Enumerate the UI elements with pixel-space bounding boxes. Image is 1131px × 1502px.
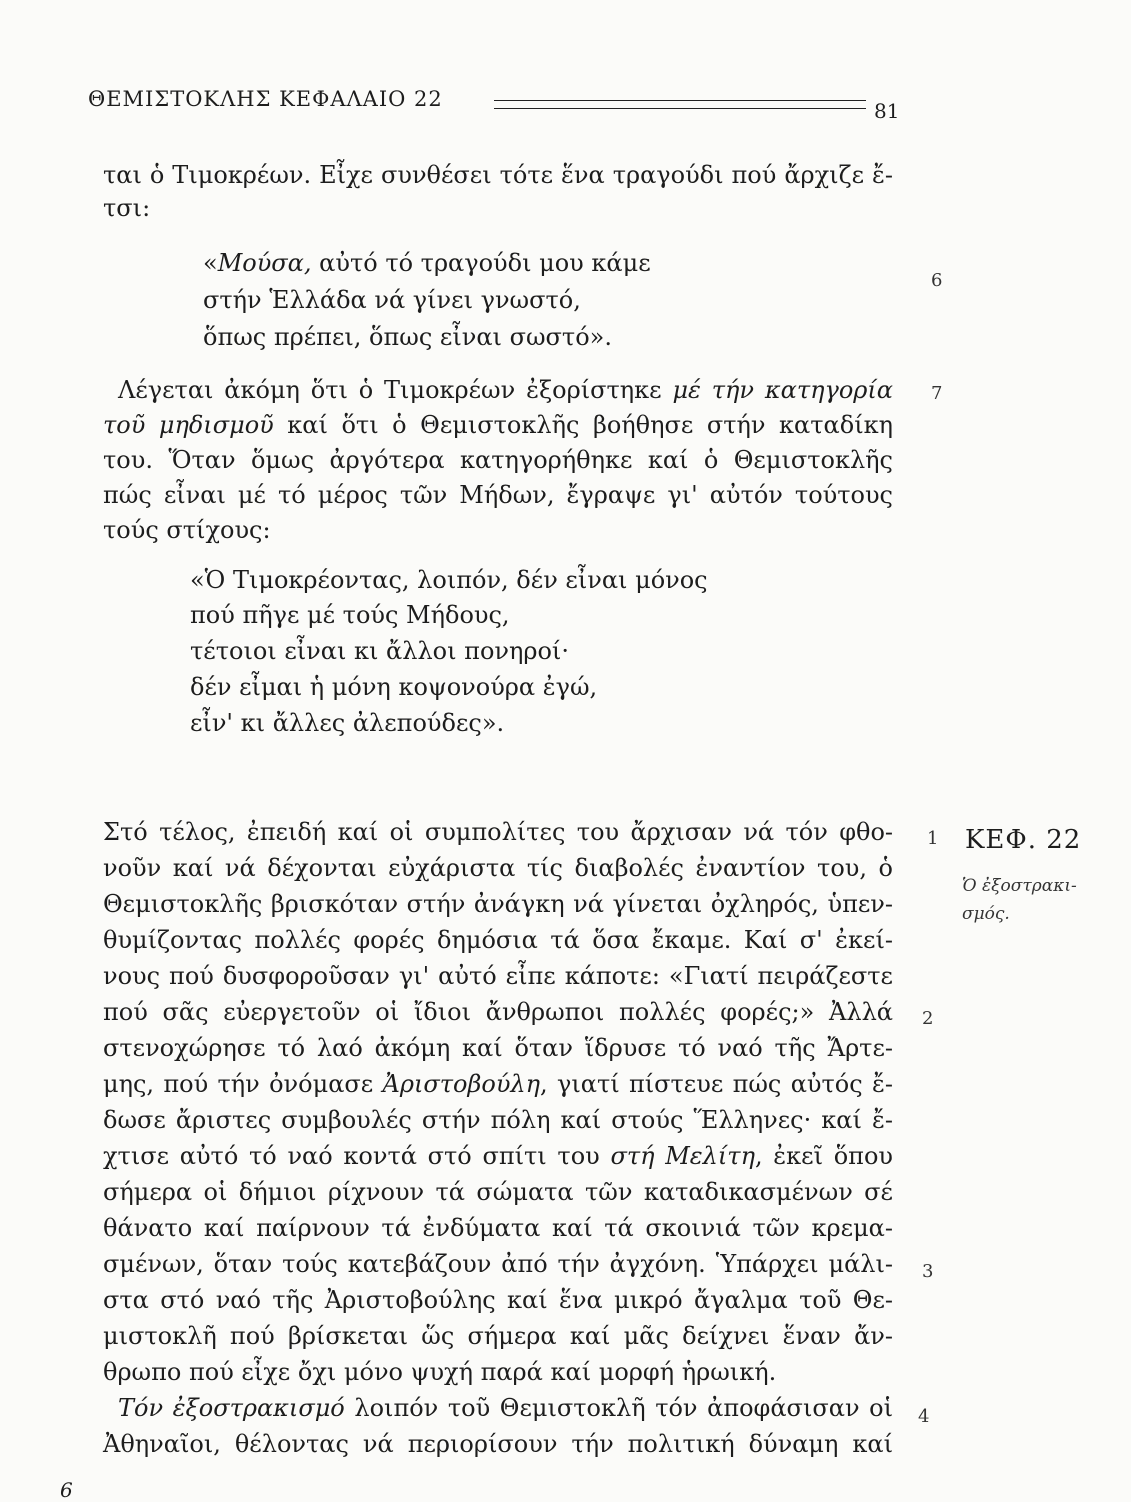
body-italic: τοῦ μηδισμοῦ: [103, 411, 274, 439]
body-line: νους πού δυσφοροῦσαν γι' αὐτό εἶπε κάποτε: «Γιατί πειράζεστε: [103, 962, 893, 990]
page-number: 81: [874, 99, 900, 123]
body-line: πώς εἶναι μέ τό μέρος τῶν Μήδων, ἔγραψε γι' αὐτόν τούτους: [103, 481, 893, 509]
verse-line: ὅπως πρέπει, ὅπως εἶναι σωστό».: [203, 323, 612, 351]
margin-number: 4: [918, 1406, 930, 1427]
body-line: του. Ὅταν ὅμως ἀργότερα κατηγορήθηκε καί ὁ Θεμιστοκλῆς: [103, 446, 893, 474]
body-line: ται ὁ Τιμοκρέων. Εἶχε συνθέσει τότε ἕνα τραγούδι πού ἄρχιζε ἔ-: [103, 161, 893, 189]
body-text: , γιατί πίστευε πώς αὐτός ἔ-: [540, 1070, 893, 1098]
body-line: θρωπο πού εἶχε ὄχι μόνο ψυχή παρά καί μορφή ἡρωική.: [103, 1358, 777, 1386]
body-text: χτισε αὐτό τό ναό κοντά στό σπίτι του: [103, 1142, 611, 1170]
body-line: δωσε ἄριστες συμβουλές στήν πόλη καί στούς Ἕλληνες· καί ἔ-: [103, 1106, 893, 1134]
body-line: [118, 1391, 893, 1425]
chapter-label: ΚΕΦ. 22: [965, 825, 1082, 855]
verse-line: στήν Ἑλλάδα νά γίνει γνωστό,: [203, 286, 581, 314]
verse-line: τέτοιοι εἶναι κι ἄλλοι πονηροί·: [190, 637, 569, 665]
verse-italic: Μούσα,: [217, 249, 312, 277]
body-line: Θεμιστοκλῆς βρισκόταν στήν ἀνάγκη νά γίνεται ὀχληρός, ὑπεν-: [103, 890, 893, 918]
body-line: θυμίζοντας πολλές φορές δημόσια τά ὅσα ἔκαμε. Καί σ' ἐκεί-: [103, 926, 893, 954]
margin-number: 7: [931, 383, 943, 404]
margin-number: 1: [927, 828, 939, 849]
body-text: , ἐκεῖ ὅπου: [754, 1142, 893, 1170]
body-text: μης, πού τήν ὀνόμασε: [103, 1070, 383, 1098]
body-italic: Ἀριστοβούλη: [382, 1070, 541, 1098]
running-header-title: ΘΕΜΙΣΤΟΚΛΗΣ ΚΕΦΑΛΑΙΟ 22: [88, 87, 443, 111]
body-line: τσι:: [103, 194, 151, 222]
verse-line: πού πῆγε μέ τούς Μήδους,: [190, 601, 510, 629]
body-line: [118, 373, 893, 407]
body-text: λοιπόν τοῦ Θεμιστοκλῆ τόν ἀποφάσισαν οἱ: [344, 1394, 893, 1422]
margin-number: 3: [922, 1261, 934, 1282]
body-line: Ἀθηναῖοι, θέλοντας νά περιορίσουν τήν πολιτική δύναμη καί: [103, 1430, 893, 1458]
body-text: καί ὅτι ὁ Θεμιστοκλῆς βοήθησε στήν καταδίκη: [273, 411, 893, 439]
body-italic: Τόν ἐξοστρακισμό: [118, 1394, 345, 1422]
body-line: σμένων, ὅταν τούς κατεβάζουν ἀπό τήν ἀγχόνη. Ὑπάρχει μάλι-: [103, 1250, 893, 1278]
chapter-summary-line: σμός.: [962, 904, 1010, 924]
body-line: τούς στίχους:: [103, 516, 271, 544]
chapter-summary: [962, 872, 1077, 928]
body-line: [103, 1139, 893, 1173]
chapter-summary-line: Ὁ ἐξοστρακι-: [962, 876, 1077, 896]
body-line: στα στό ναό τῆς Ἀριστοβούλης καί ἕνα μικρό ἄγαλμα τοῦ Θε-: [103, 1286, 893, 1314]
body-line: στενοχώρησε τό λαό ἀκόμη καί ὅταν ἵδρυσε τό ναό τῆς Ἄρτε-: [103, 1034, 893, 1062]
body-italic: στή Μελίτη: [610, 1142, 755, 1170]
body-line: [103, 1067, 893, 1101]
verse-line: δέν εἶμαι ἡ μόνη κοψονούρα ἐγώ,: [190, 673, 598, 701]
margin-number: 6: [931, 270, 943, 291]
verse-text: αὐτό τό τραγούδι μου κάμε: [311, 249, 651, 277]
body-line: νοῦν καί νά δέχονται εὐχάριστα τίς διαβολές ἐναντίον του, ὁ: [103, 854, 893, 882]
body-line: μιστοκλῆ πού βρίσκεται ὥς σήμερα καί μᾶς δείχνει ἕναν ἄν-: [103, 1322, 893, 1350]
body-line: πού σᾶς εὐεργετοῦν οἱ ἴδιοι ἄνθρωποι πολλές φορές;» Ἀλλά: [103, 998, 893, 1026]
header-double-rule: [494, 100, 866, 109]
body-line: σήμερα οἱ δήμιοι ρίχνουν τά σώματα τῶν καταδικασμένων σέ: [103, 1178, 893, 1206]
margin-number: 2: [922, 1008, 934, 1029]
verse-line: [203, 246, 651, 280]
quote-mark: «: [203, 249, 218, 277]
body-text: Λέγεται ἀκόμη ὅτι ὁ Τιμοκρέων ἐξορίστηκε: [118, 376, 673, 404]
body-line: θάνατο καί παίρνουν τά ἐνδύματα καί τά σκοινιά τῶν κρεμα-: [103, 1214, 893, 1242]
verse-line: «Ὁ Τιμοκρέοντας, λοιπόν, δέν εἶναι μόνος: [190, 566, 708, 594]
body-line: Στό τέλος, ἐπειδή καί οἱ συμπολίτες του ἄρχισαν νά τόν φθο-: [103, 818, 893, 846]
signature-mark: 6: [60, 1478, 73, 1502]
verse-line: εἶν' κι ἄλλες ἀλεπούδες».: [190, 709, 505, 737]
body-line: [103, 408, 893, 442]
body-italic: μέ τήν κατηγορία: [672, 376, 893, 404]
